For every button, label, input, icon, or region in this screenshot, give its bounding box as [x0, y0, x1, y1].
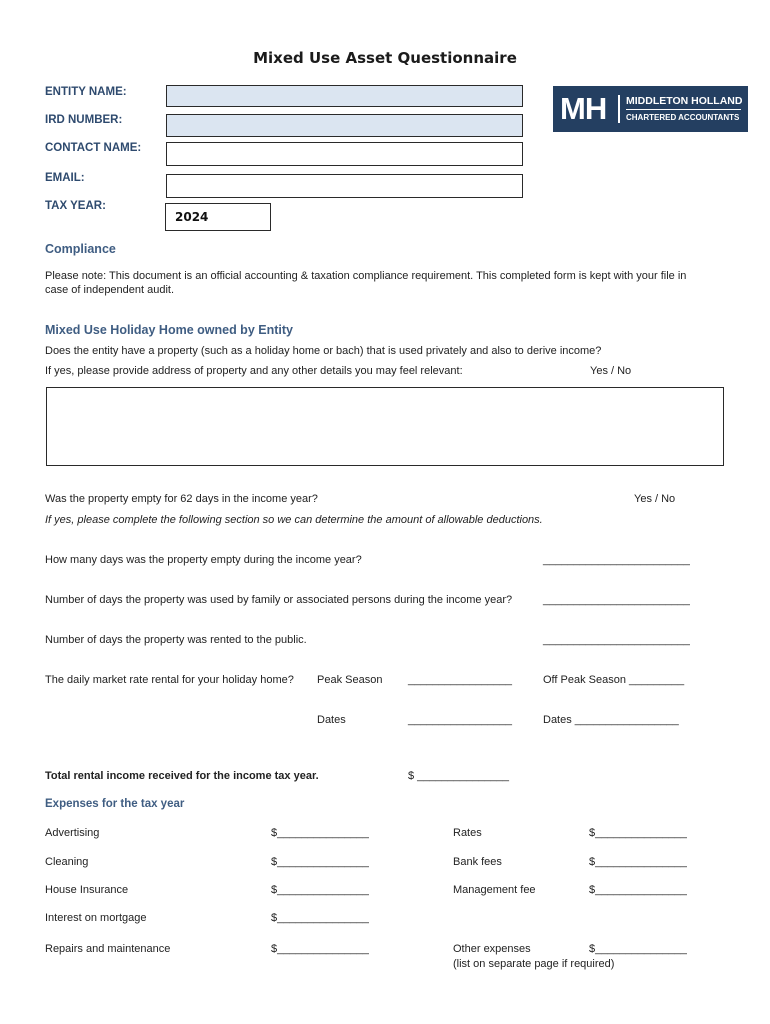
empty-62-days-yes-no[interactable]: Yes / No	[634, 493, 676, 505]
expense-other-note: (list on separate page if required)	[453, 958, 615, 970]
email-label: EMAIL:	[45, 172, 85, 184]
contact-name-field[interactable]	[166, 142, 523, 166]
peak-season-label: Peak Season	[317, 674, 383, 686]
expense-other-blank[interactable]: $_______________	[589, 943, 687, 955]
compliance-heading: Compliance	[45, 242, 116, 256]
expense-other-label: Other expenses	[453, 943, 531, 955]
expense-management-fee-blank[interactable]: $_______________	[589, 884, 687, 896]
peak-dates-label: Dates	[317, 714, 346, 726]
question-rented-days: Number of days the property was rented to the public.	[45, 634, 307, 646]
expense-advertising-blank[interactable]: $_______________	[271, 827, 369, 839]
question-empty-days: How many days was the property empty during the income year?	[45, 554, 362, 566]
ird-number-label: IRD NUMBER:	[45, 114, 123, 126]
empty-days-blank[interactable]: ________________________	[543, 554, 690, 566]
tax-year-value: 2024	[175, 210, 209, 224]
property-details-textarea[interactable]	[46, 387, 724, 466]
ird-number-field[interactable]	[166, 114, 523, 137]
holiday-home-heading: Mixed Use Holiday Home owned by Entity	[45, 323, 293, 337]
expense-cleaning-blank[interactable]: $_______________	[271, 856, 369, 868]
tax-year-field[interactable]	[165, 203, 271, 231]
question-property-details: If yes, please provide address of property and any other details you may feel relevant:	[45, 365, 463, 377]
email-field[interactable]	[166, 174, 523, 198]
family-days-blank[interactable]: ________________________	[543, 594, 690, 606]
peak-season-blank[interactable]: _________________	[408, 674, 513, 686]
compliance-note-line2: case of independent audit.	[45, 284, 175, 296]
expense-rates-label: Rates	[453, 827, 482, 839]
off-peak-season-field[interactable]: Off Peak Season _________	[543, 674, 685, 686]
expenses-heading: Expenses for the tax year	[45, 798, 185, 810]
company-logo	[553, 86, 748, 132]
off-peak-dates-field[interactable]: Dates _________________	[543, 714, 679, 726]
expense-bank-fees-label: Bank fees	[453, 856, 502, 868]
logo-rule	[626, 109, 741, 110]
page-title: Mixed Use Asset Questionnaire	[253, 49, 517, 67]
expense-house-insurance-blank[interactable]: $_______________	[271, 884, 369, 896]
logo-divider	[618, 95, 620, 123]
question-property-use: Does the entity have a property (such as a holiday home or bach) that is used privately and also to derive income?	[45, 345, 602, 357]
entity-name-label: ENTITY NAME:	[45, 86, 127, 98]
question-empty-62-days: Was the property empty for 62 days in the income year?	[45, 493, 318, 505]
question-family-days: Number of days the property was used by family or associated persons during the income year?	[45, 594, 513, 606]
expense-cleaning-label: Cleaning	[45, 856, 89, 868]
question-daily-rate: The daily market rate rental for your holiday home?	[45, 674, 294, 686]
property-use-yes-no[interactable]: Yes / No	[590, 365, 632, 377]
expense-bank-fees-blank[interactable]: $_______________	[589, 856, 687, 868]
entity-name-field[interactable]	[166, 85, 523, 107]
total-rental-income-blank[interactable]: $ _______________	[408, 770, 509, 782]
contact-name-label: CONTACT NAME:	[45, 142, 142, 154]
expense-rates-blank[interactable]: $_______________	[589, 827, 687, 839]
expense-mortgage-interest-blank[interactable]: $_______________	[271, 912, 369, 924]
expense-repairs-label: Repairs and maintenance	[45, 943, 171, 955]
logo-tagline: CHARTERED ACCOUNTANTS	[626, 113, 740, 122]
peak-dates-blank[interactable]: _________________	[408, 714, 513, 726]
logo-mark: MH	[560, 91, 607, 126]
expense-repairs-blank[interactable]: $_______________	[271, 943, 369, 955]
deductions-note: If yes, please complete the following section so we can determine the amount of allowable deductions.	[45, 514, 543, 526]
expense-advertising-label: Advertising	[45, 827, 100, 839]
total-rental-income-label: Total rental income received for the income tax year.	[45, 770, 319, 782]
tax-year-label: TAX YEAR:	[45, 200, 106, 212]
compliance-note-line1: Please note: This document is an official accounting & taxation compliance requirement. This completed form is kept with your file in	[45, 270, 687, 282]
expense-house-insurance-label: House Insurance	[45, 884, 129, 896]
logo-firm-name: MIDDLETON HOLLAND	[626, 95, 743, 107]
rented-days-blank[interactable]: ________________________	[543, 634, 690, 646]
expense-mortgage-interest-label: Interest on mortgage	[45, 912, 147, 924]
expense-management-fee-label: Management fee	[453, 884, 536, 896]
